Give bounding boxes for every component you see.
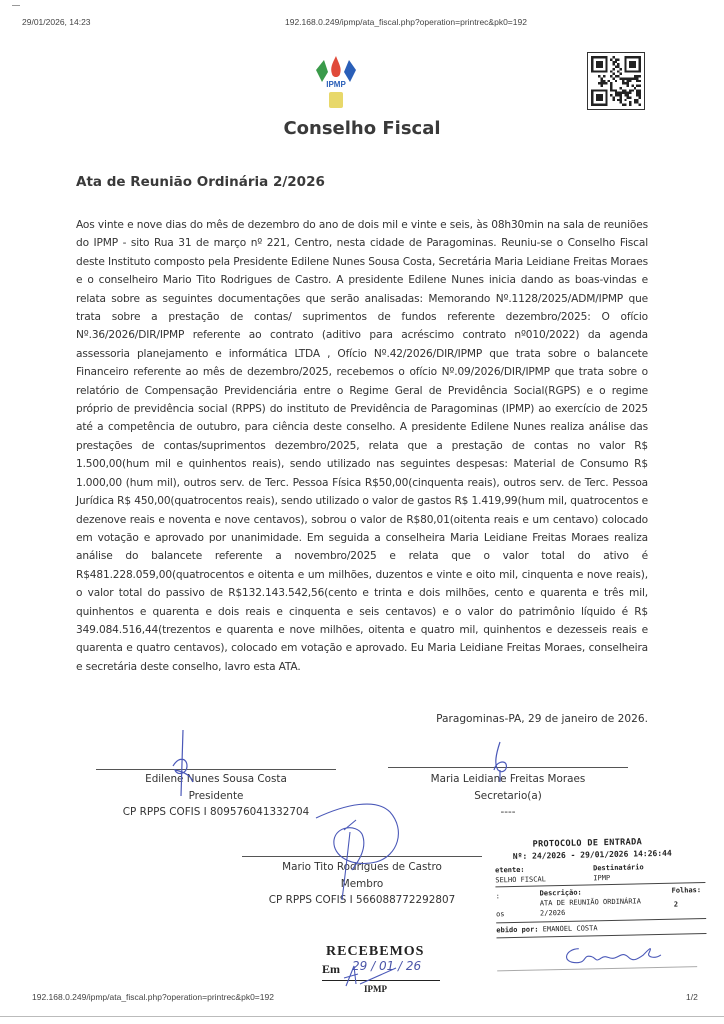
qr-module (620, 94, 622, 96)
qr-module (636, 94, 638, 96)
qr-module (615, 66, 617, 68)
qr-module (624, 89, 626, 91)
qr-module (624, 82, 626, 84)
receipt-title: RECEBEMOS (326, 944, 425, 959)
signatory-name: Mario Tito Rodrigues de Castro (282, 861, 442, 873)
qr-module (634, 87, 636, 89)
qr-module (612, 99, 614, 101)
qr-module (610, 85, 612, 87)
qr-module (603, 80, 605, 82)
qr-module (612, 56, 614, 58)
qr-module (605, 82, 607, 84)
qr-module (624, 92, 626, 94)
signatory-role: Presidente (188, 789, 244, 802)
qr-module (612, 73, 614, 75)
qr-module (612, 96, 614, 98)
qr-module (603, 82, 605, 84)
signatory-id: ---- (500, 806, 516, 818)
qr-module (636, 92, 638, 94)
qr-module (601, 80, 603, 82)
receipt-date-handwritten: 29 / 01 / 26 (352, 959, 422, 973)
qr-module (622, 104, 624, 106)
qr-module (601, 82, 603, 84)
protocol-title: PROTOCOLO DE ENTRADA (532, 837, 643, 850)
qr-finder (596, 61, 603, 68)
qr-module (620, 87, 622, 89)
place-and-date: Paragominas-PA, 29 de janeiro de 2026. (436, 713, 648, 725)
logo-right-leaf (344, 60, 356, 82)
protocol-stamp (494, 836, 724, 989)
logo-left-leaf (316, 60, 328, 82)
qr-module (639, 96, 641, 98)
qr-module (615, 92, 617, 94)
protocol-sheets-value: 2 (673, 900, 679, 909)
qr-module (612, 61, 614, 63)
qr-module (636, 85, 638, 87)
qr-module (610, 58, 612, 60)
protocol-description-label: Descrição: (539, 888, 582, 898)
qr-module (624, 99, 626, 101)
qr-module (639, 104, 641, 106)
qr-module (610, 75, 612, 77)
qr-module (617, 94, 619, 96)
qr-module (629, 104, 631, 106)
qr-module (617, 58, 619, 60)
qr-module (610, 94, 612, 96)
qr-module (639, 89, 641, 91)
qr-module (615, 75, 617, 77)
qr-module (627, 85, 629, 87)
protocol-description-value: 2/2026 (539, 908, 566, 918)
qr-module (639, 85, 641, 87)
qr-module (615, 58, 617, 60)
qr-module (617, 63, 619, 65)
qr-module (629, 77, 631, 79)
qr-module (622, 92, 624, 94)
qr-module (603, 75, 605, 77)
qr-module (608, 80, 610, 82)
qr-module (610, 87, 612, 89)
qr-module (631, 77, 633, 79)
qr-module (622, 82, 624, 84)
qr-module (615, 80, 617, 82)
qr-module (639, 75, 641, 77)
qr-code[interactable] (587, 52, 645, 110)
protocol-recipient-label: Destinatário (592, 863, 644, 873)
protocol-description-value: ATA DE REUNIÃO ORDINÁRIA (539, 897, 642, 908)
protocol-received-by-value: EMANOEL COSTA (542, 924, 598, 934)
qr-module (620, 92, 622, 94)
qr-module (627, 94, 629, 96)
qr-module (615, 94, 617, 96)
qr-module (612, 68, 614, 70)
qr-module (610, 89, 612, 91)
print-datetime: 29/01/2026, 14:23 (22, 17, 91, 27)
footer-url: 192.168.0.249/ipmp/ata_fiscal.php?operation=printrec&pk0=192 (32, 992, 274, 1002)
qr-module (620, 101, 622, 103)
qr-module (636, 101, 638, 103)
qr-module (620, 73, 622, 75)
page-title: Conselho Fiscal (283, 118, 441, 139)
qr-finder (629, 61, 636, 68)
qr-module (617, 66, 619, 68)
page-number: 1/2 (686, 992, 698, 1002)
qr-module (624, 94, 626, 96)
protocol-sender-label: etente: (495, 865, 525, 875)
qr-module (615, 61, 617, 63)
qr-module (620, 68, 622, 70)
signature-block-secretary (388, 771, 628, 821)
protocol-rule (497, 966, 697, 971)
logo-flame (331, 56, 340, 77)
qr-module (636, 80, 638, 82)
signatory-id: CP RPPS COFIS I 566088772292807 (268, 894, 456, 906)
qr-module (620, 77, 622, 79)
protocol-left-col: : (495, 892, 500, 901)
receipt-line (322, 980, 440, 981)
protocol-left-col: os (495, 910, 505, 919)
signature-block-member (242, 859, 482, 909)
qr-module (610, 82, 612, 84)
print-header (0, 17, 724, 29)
qr-module (610, 70, 612, 72)
qr-module (639, 80, 641, 82)
protocol-sheets-label: Folhas: (671, 886, 702, 895)
qr-module (634, 99, 636, 101)
qr-module (622, 89, 624, 91)
receipt-org: IPMP (364, 984, 387, 994)
signature-block-president (96, 771, 336, 821)
signatory-role: Membro (340, 877, 384, 890)
qr-module (629, 92, 631, 94)
qr-module (612, 77, 614, 79)
qr-module (624, 104, 626, 106)
signature-line-secretary (388, 767, 628, 768)
qr-module (636, 77, 638, 79)
qr-module (612, 63, 614, 65)
minutes-body: Aos vinte e nove dias do mês de dezembro do ano de dois mil e vinte e seis, às 08h30min na sala de reuniões do IPMP - sito Rua 31 de março nº 221, Centro, nesta cidade de Paragominas. Reuniu-se o Conselho Fiscal deste Instituto composto pela Presidente Edilene Nunes Sousa Costa, Secretária Maria Leidiane Freitas Moraes e o conselheiro Mario Tito Rodrigues de Castro. A presidente Edilene Nunes inicia dando as boas-vindas e relata sobre as seguintes documentações que serão analisadas: Memorando Nº.1128/2025/ADM/IPMP que trata sobre a prestação de contas/ suprimentos de fundos referente dezembro/2025: O ofício Nº.36/2026/DIR/IPMP referente ao contrato (aditivo para acréscimo contrato nº010/2022) da agenda assessoria planejamento e informática LTDA , Ofício Nº.42/2026/DIR/IPMP que trata sobre o balancete Financeiro referente ao mês de dezembro/2025, recebemos o ofício Nº.09/2026/DIR/IPMP que trata sobre o relatório de Compensação Previdenciária entre o Regime Geral de Previdência Social(RGPS) e o regime próprio de previdência social (RPPS) do instituto de Previdência de Paragominas (IPMP) ao exercício de 2025 até a competência de outubro, para ciência deste conselho. A presidente Edilene Nunes realiza análise das prestações de contas/suprimentos dezembro/2025, relata que a prestação de contas no valor R$ 1.500,00(hum mil e quinhentos reais), sendo utilizado nas seguintes despesas: Material de Consumo R$ 1.000,00 (hum mil), outros serv. de Terc. Pessoa Física R$50,00(cinquenta reais), outros serv. de Terc. Pessoa Jurídica R$ 450,00(quatrocentos reais), sendo utilizado o valor de gastos R$ 1.419,99(hum mil, quatrocentos e dezenove reais e noventa e nove centavos), sobrou o valor de R$80,01(oitenta reais e um centavo) colocado em votação e aprovado por unanimidade. Em seguida a conselheira Maria Leidiane Freitas Moraes realiza análise do balancete referente a novembro/2025 e relata que o valor total do ativo é R$481.228.059,00(quatrocentos e oitenta e um milhões, duzentos e vinte e oito mil, cinquenta e nove reais), o valor total do passivo de R$132.143.542,56(cento e trinta e dois milhões, cento e quarenta e três mil, quinhentos e quarenta e dois reais e cinquenta e seis centavos) e o valor do patrimônio líquido é R$ 349.084.516,44(trezentos e quarenta e nove milhões, oitenta e quatro mil, quinhentos e dezesseis reais e quarenta e quatro centavos), colocado em votação e aprovado. Eu Maria Leidiane Freitas Moraes, conselheira e secretária deste conselho, lavro esta ATA. (76, 219, 648, 673)
qr-module (634, 101, 636, 103)
qr-module (636, 75, 638, 77)
qr-module (639, 94, 641, 96)
protocol-recipient-value: IPMP (593, 873, 611, 883)
qr-module (634, 77, 636, 79)
qr-module (627, 92, 629, 94)
signatory-role: Secretario(a) (474, 789, 542, 802)
qr-module (601, 77, 603, 79)
qr-module (629, 96, 631, 98)
qr-module (598, 75, 600, 77)
ipmp-logo (312, 52, 360, 114)
qr-module (617, 75, 619, 77)
logo-base (329, 92, 343, 108)
qr-module (622, 80, 624, 82)
qr-module (627, 77, 629, 79)
print-footer (0, 992, 724, 1004)
footer-rule (0, 1016, 724, 1017)
qr-module (629, 80, 631, 82)
signatory-id: CP RPPS COFIS I 809576041332704 (122, 806, 310, 818)
qr-module (622, 77, 624, 79)
qr-finder (596, 94, 603, 101)
qr-module (598, 82, 600, 84)
signatory-name: Edilene Nunes Sousa Costa (145, 773, 287, 785)
protocol-sender-value: SELHO FISCAL (495, 875, 546, 885)
protocol-rule (496, 918, 706, 923)
qr-module (629, 89, 631, 91)
scan-mark (12, 5, 20, 6)
signature-line-president (96, 769, 336, 770)
receipt-date-label: Em (322, 962, 340, 976)
logo-text: IPMP (326, 80, 346, 89)
qr-module (627, 80, 629, 82)
qr-module (629, 101, 631, 103)
qr-module (612, 89, 614, 91)
document-subtitle: Ata de Reunião Ordinária 2/2026 (76, 174, 325, 190)
signature-line-member (242, 856, 482, 857)
qr-module (617, 99, 619, 101)
protocol-received-by (496, 924, 597, 934)
qr-module (620, 96, 622, 98)
qr-module (639, 92, 641, 94)
qr-module (615, 89, 617, 91)
print-url: 192.168.0.249/ipmp/ata_fiscal.php?operation=printrec&pk0=192 (285, 17, 527, 27)
protocol-received-by-label: ebido por: (496, 925, 539, 935)
qr-module (627, 96, 629, 98)
qr-module (631, 89, 633, 91)
qr-module (631, 85, 633, 87)
protocol-number: Nº: 24/2026 - 29/01/2026 14:26:44 (512, 848, 672, 862)
qr-module (636, 89, 638, 91)
qr-module (627, 82, 629, 84)
signatory-name: Maria Leidiane Freitas Moraes (430, 773, 586, 785)
qr-module (617, 70, 619, 72)
qr-module (620, 99, 622, 101)
qr-module (636, 99, 638, 101)
qr-module (624, 77, 626, 79)
qr-module (601, 85, 603, 87)
protocol-rule (497, 933, 707, 938)
qr-module (634, 75, 636, 77)
qr-module (617, 92, 619, 94)
